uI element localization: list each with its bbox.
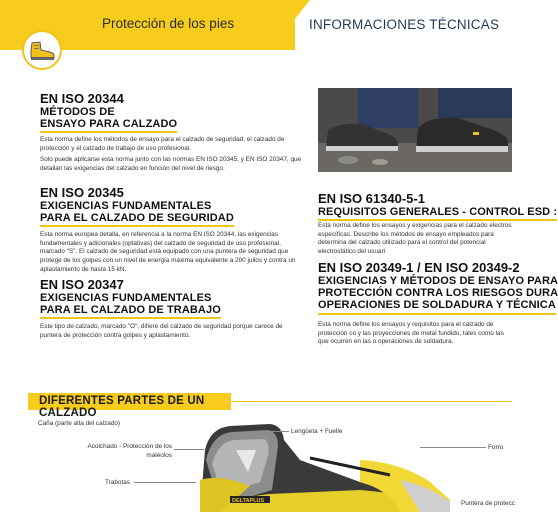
iso-20345-heading — [40, 186, 234, 227]
leader-lengueta — [270, 431, 289, 432]
iso-20344-text-1: Esta norma define los métodos de ensayo para el calzado de seguridad, el calzado de protección y el calzado de trabajo de uso profesional. — [40, 136, 285, 152]
label-trabotas: Trabotas — [105, 479, 130, 486]
iso-20347-heading — [40, 278, 221, 319]
header-left-title: Protección de los pies — [102, 16, 235, 31]
iso-20347-title-1: EXIGENCIAS FUNDAMENTALES — [40, 292, 212, 305]
leader-trabotas — [134, 482, 196, 483]
iso-61340-text: Esta norma define los ensayos y exigencias para el calzado electros específicas. Describe los métodos de ensayo empleados para determina del calzado utilizado para el control del potencial electrostático del usuari — [318, 222, 512, 255]
iso-20344-code: EN ISO 20344 — [40, 91, 124, 106]
iso-20349-title-2: PROTECCIÓN CONTRA LOS RIESGOS DURA — [318, 287, 558, 300]
label-cana: Caña (parte alta del calzado) — [38, 420, 121, 427]
label-lengueta: Lengüeta + Fuelle — [291, 428, 343, 435]
iso-20347-title-2: PARA EL CALZADO DE TRABAJO — [40, 304, 221, 319]
leader-forro — [420, 447, 486, 448]
leader-acolchado — [174, 449, 204, 450]
iso-20345-title-2: PARA EL CALZADO DE SEGURIDAD — [40, 212, 234, 227]
iso-20349-title-3: OPERACIONES DE SOLDADURA Y TÉCNICA — [318, 299, 556, 314]
iso-20344-text-2: Solo puede aplicarse esta norma junto con las normas EN ISO 20345, y EN ISO 20347, que detallan las exigencias del calzado en función del nivel de riesgo. — [40, 156, 302, 172]
label-acolchado-2: maléolos — [146, 452, 172, 459]
iso-20345-code: EN ISO 20345 — [40, 185, 124, 200]
iso-20349-title-1: EXIGENCIAS Y MÉTODOS DE ENSAYO PARA — [318, 275, 558, 288]
iso-20347-code: EN ISO 20347 — [40, 277, 124, 292]
parts-banner-title: DIFERENTES PARTES DE UN CALZADO — [39, 395, 205, 419]
iso-61340-title-1: REQUISITOS GENERALES - CONTROL ESD : — [318, 206, 557, 221]
shoe-brand-text: DELTAPLUS — [232, 498, 265, 504]
iso-61340-code: EN ISO 61340-5-1 — [318, 191, 425, 206]
iso-20347-text: Este tipo de calzado, marcado "O", difiere del calzado de seguridad porque carece de puntera de protección contra golpes y aplastamiento. — [40, 323, 283, 339]
label-puntera: Puntera de protecc — [461, 500, 515, 507]
parts-banner — [28, 393, 231, 419]
label-acolchado-1: Acolchado - Protección de los — [87, 443, 172, 450]
header-right-title: INFORMACIONES TÉCNICAS — [309, 17, 500, 32]
iso-20344-title-1: MÉTODOS DE — [40, 106, 115, 119]
iso-20345-text: Esta norma europea detalla, en referencia a la norma EN ISO 20344, las exigencias fundamentales y adicionales (optativas) del calzado de seguridad de uso profesional, marcado "S". El calzado de seguridad está equipado con una puntera de seguridad que protege de los golpes con un nivel de energía máxima equivalente a 200 julios y contra un aplastamiento de hasta 15 kN. — [40, 231, 296, 273]
label-forro: Forro — [488, 444, 504, 451]
iso-20345-title-1: EXIGENCIAS FUNDAMENTALES — [40, 200, 212, 213]
safety-shoes-photo — [318, 88, 512, 172]
iso-20344-heading — [40, 92, 177, 133]
iso-20349-text: Esta norma define los ensayos y requisitos para el calzado de protección co y las proyecciones de metal fundido, tales como las que ocurren en las o operaciones de soldadura. — [318, 321, 504, 346]
iso-61340-heading — [318, 192, 557, 221]
shoe-icon — [22, 30, 62, 70]
iso-20349-heading — [318, 260, 558, 315]
iso-20344-title-2: ENSAYO PARA CALZADO — [40, 118, 177, 133]
iso-20349-code: EN ISO 20349-1 / EN ISO 20349-2 — [318, 260, 520, 275]
header-slant — [270, 0, 310, 50]
